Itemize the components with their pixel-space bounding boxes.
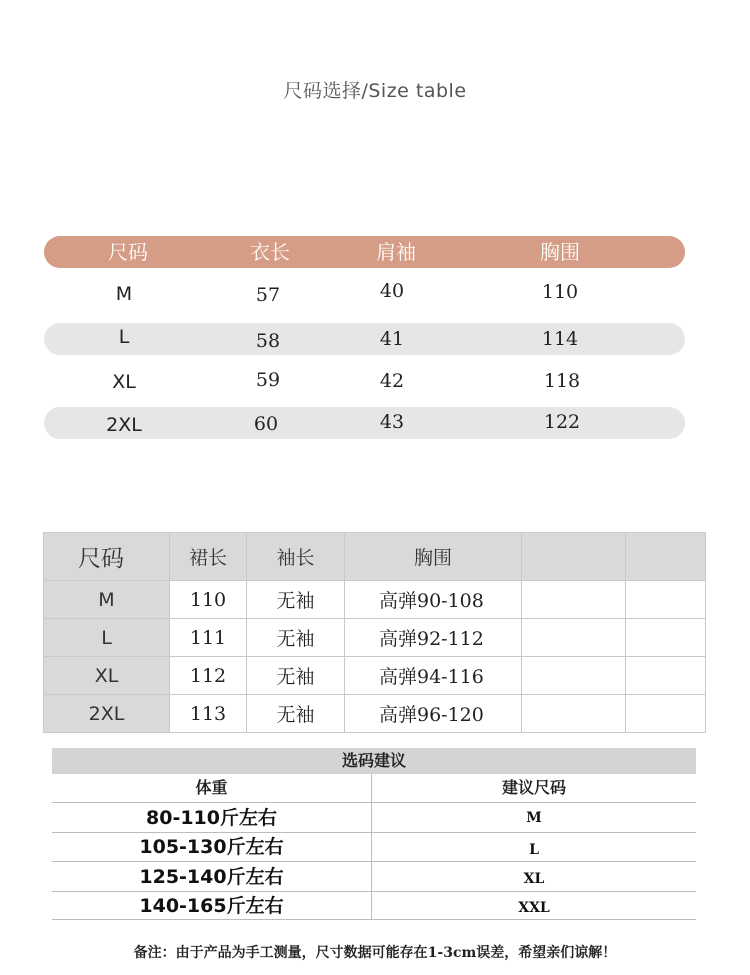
page-title: 尺码选择/Size table <box>283 80 467 102</box>
empty-cell <box>522 581 626 619</box>
bust-cell: 110 <box>541 281 579 303</box>
size-cell: 2XL <box>44 695 170 733</box>
suggested-size: XXL <box>518 900 550 916</box>
length-cell: 59 <box>255 369 281 391</box>
header-bust: 胸围 <box>540 240 580 264</box>
bust-cell: 高弹94-116 <box>345 657 522 695</box>
shoulder-cell: 41 <box>379 328 405 350</box>
size-cell: M <box>115 283 133 305</box>
header-weight: 体重 <box>195 778 228 797</box>
sleeve-cell: 无袖 <box>247 581 345 619</box>
empty-cell <box>626 695 706 733</box>
header-skirt-length: 裙长 <box>170 533 247 581</box>
table-row <box>44 278 685 310</box>
suggested-size: XL <box>523 871 545 887</box>
row-divider <box>52 802 696 803</box>
weight-range: 105-130斤左右 <box>139 836 284 858</box>
empty-cell <box>522 619 626 657</box>
bust-cell: 118 <box>543 370 581 392</box>
weight-range: 125-140斤左右 <box>139 866 284 888</box>
weight-range: 140-165斤左右 <box>139 895 284 917</box>
empty-cell <box>626 619 706 657</box>
suggested-size: M <box>526 810 542 826</box>
table-row <box>44 695 706 733</box>
header-bust: 胸围 <box>345 533 522 581</box>
length-cell: 57 <box>255 284 281 306</box>
size-cell: XL <box>44 657 170 695</box>
table-row <box>44 657 706 695</box>
bust-cell: 高弹92-112 <box>345 619 522 657</box>
size-cell: L <box>44 619 170 657</box>
size-advice-title: 选码建议 <box>52 748 696 774</box>
weight-range: 80-110斤左右 <box>146 807 277 829</box>
empty-cell <box>626 581 706 619</box>
table-row <box>44 581 706 619</box>
skirt-length-cell: 110 <box>170 581 247 619</box>
header-empty <box>522 533 626 581</box>
bust-cell: 114 <box>541 328 579 350</box>
empty-cell <box>522 695 626 733</box>
header-shoulder-sleeve: 肩袖 <box>376 240 416 264</box>
size-cell: M <box>44 581 170 619</box>
skirt-length-cell: 113 <box>170 695 247 733</box>
size-cell: 2XL <box>106 414 142 436</box>
table-row <box>44 365 685 397</box>
table-row <box>44 323 685 355</box>
empty-cell <box>626 657 706 695</box>
header-suggested-size: 建议尺码 <box>501 778 566 797</box>
sleeve-cell: 无袖 <box>247 619 345 657</box>
header-size: 尺码 <box>108 240 148 264</box>
shoulder-cell: 43 <box>379 411 405 433</box>
dress-size-table <box>43 532 706 733</box>
table-row <box>44 619 706 657</box>
shoulder-cell: 40 <box>379 280 405 302</box>
skirt-length-cell: 111 <box>170 619 247 657</box>
size-table-header <box>44 236 685 268</box>
skirt-length-cell: 112 <box>170 657 247 695</box>
length-cell: 58 <box>255 330 281 352</box>
bust-cell: 高弹96-120 <box>345 695 522 733</box>
length-cell: 60 <box>253 413 279 435</box>
sleeve-cell: 无袖 <box>247 695 345 733</box>
header-sleeve-length: 袖长 <box>247 533 345 581</box>
table-header-row <box>44 533 706 581</box>
empty-cell <box>522 657 626 695</box>
size-cell: L <box>118 326 130 348</box>
bust-cell: 高弹90-108 <box>345 581 522 619</box>
sleeve-cell: 无袖 <box>247 657 345 695</box>
header-length: 衣长 <box>250 240 290 264</box>
bust-cell: 122 <box>543 411 581 433</box>
suggested-size: L <box>529 842 539 858</box>
size-cell: XL <box>112 371 136 393</box>
shoulder-cell: 42 <box>379 370 405 392</box>
measurement-note: 备注：由于产品为手工测量，尺寸数据可能存在1-3cm误差，希望亲们谅解！ <box>133 945 617 961</box>
header-size: 尺码 <box>44 533 170 581</box>
table-row <box>44 407 685 439</box>
header-empty <box>626 533 706 581</box>
